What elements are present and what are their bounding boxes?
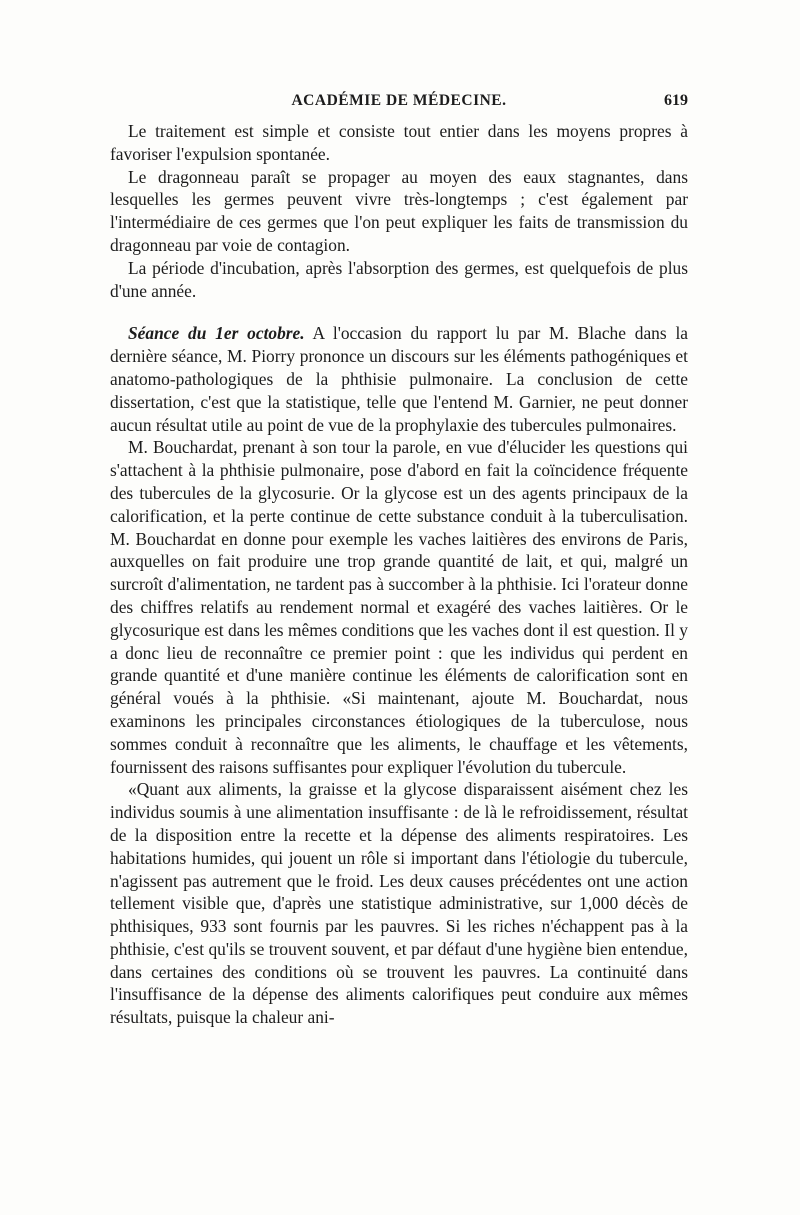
running-header [110,92,688,118]
paragraph-text: Le traitement est simple et consiste tout entier dans les moyens propres à favoriser l'expulsion spontanée. [110,121,688,164]
running-title: ACADÉMIE DE MÉDECINE. [291,92,507,109]
paragraph [110,257,688,303]
body-text [110,120,688,1029]
paragraph [110,166,688,257]
document-page [110,92,688,1029]
page-number: 619 [664,92,688,109]
paragraph-text: A l'occasion du rapport lu par M. Blache dans la dernière séance, M. Piorry prononce un discours sur les éléments pathogéniques et anatomo-pathologiques de la phthisie pulmonaire. La conclusion de cette dissertation, c'est que la statistique, telle que l'entend M. Garnier, ne peut donner aucun résultat utile au point de vue de la prophylaxie des tubercules pulmonaires. [110,323,688,435]
paragraph [110,120,688,166]
paragraph-text: M. Bouchardat, prenant à son tour la parole, en vue d'élucider les questions qui s'attachent à la phthisie pulmonaire, pose d'abord en fait la coïncidence fréquente des tubercules de la glycosurie. Or la glycose est un des agents principaux de la calorification, et la perte continue de cette substance conduit à la tuberculisation. M. Bouchardat en donne pour exemple les vaches laitières des environs de Paris, auxquelles on fait produire une trop grande quantité de lait, et qui, malgré un surcroît d'alimentation, ne tardent pas à succomber à la phthisie. Ici l'orateur donne des chiffres relatifs au rendement normal et exagéré des vaches laitières. Or le glycosurique est dans les mêmes conditions que les vaches dont il est question. Il y a donc lieu de reconnaître ce premier point : que les individus qui perdent en grande quantité et d'une manière continue les éléments de calorification sont en général voués à la phthisie. «Si maintenant, ajoute M. Bouchardat, nous examinons les principales circonstances étiologiques de la tuberculose, nous sommes conduit à reconnaître que les aliments, le chauffage et les vêtements, fournissent des raisons suffisantes pour expliquer l'évolution du tubercule. [110,437,688,777]
paragraph-text: La période d'incubation, après l'absorption des germes, est quelquefois de plus d'une année. [110,257,688,301]
paragraph-text: Le dragonneau paraît se propager au moyen des eaux stagnantes, dans lesquelles les germes peuvent vivre très-longtemps ; c'est également par l'intermédiaire de ces germes que l'on peut expliquer les faits de transmission du dragonneau par voie de contagion. [110,166,688,255]
paragraph-text: «Quant aux aliments, la graisse et la glycose disparaissent aisément chez les individus soumis à une alimentation insuffisante : de là le refroidissement, résultat de la disposition entre la recette et la dépense des aliments respiratoires. Les habitations humides, qui jouent un rôle si important dans l'étiologie du tubercule, n'agissent pas autrement que le froid. Les deux causes précédentes ont une action tellement visible que, d'après une statistique administrative, sur 1,000 décès de phthisiques, 933 sont fournis par les pauvres. Si les riches n'échappent pas à la phthisie, c'est qu'ils se trouvent souvent, et par défaut d'une hygiène bien entendue, dans certaines des conditions où se trouvent les pauvres. La continuité dans l'insuffisance de la dépense des aliments calorifiques peut conduire aux mêmes résultats, puisque la chaleur ani- [110,779,688,1028]
paragraph [110,778,688,1029]
paragraph [110,436,688,778]
seance-heading: Séance du 1er octobre. [128,323,305,344]
paragraph-seance [110,322,688,436]
